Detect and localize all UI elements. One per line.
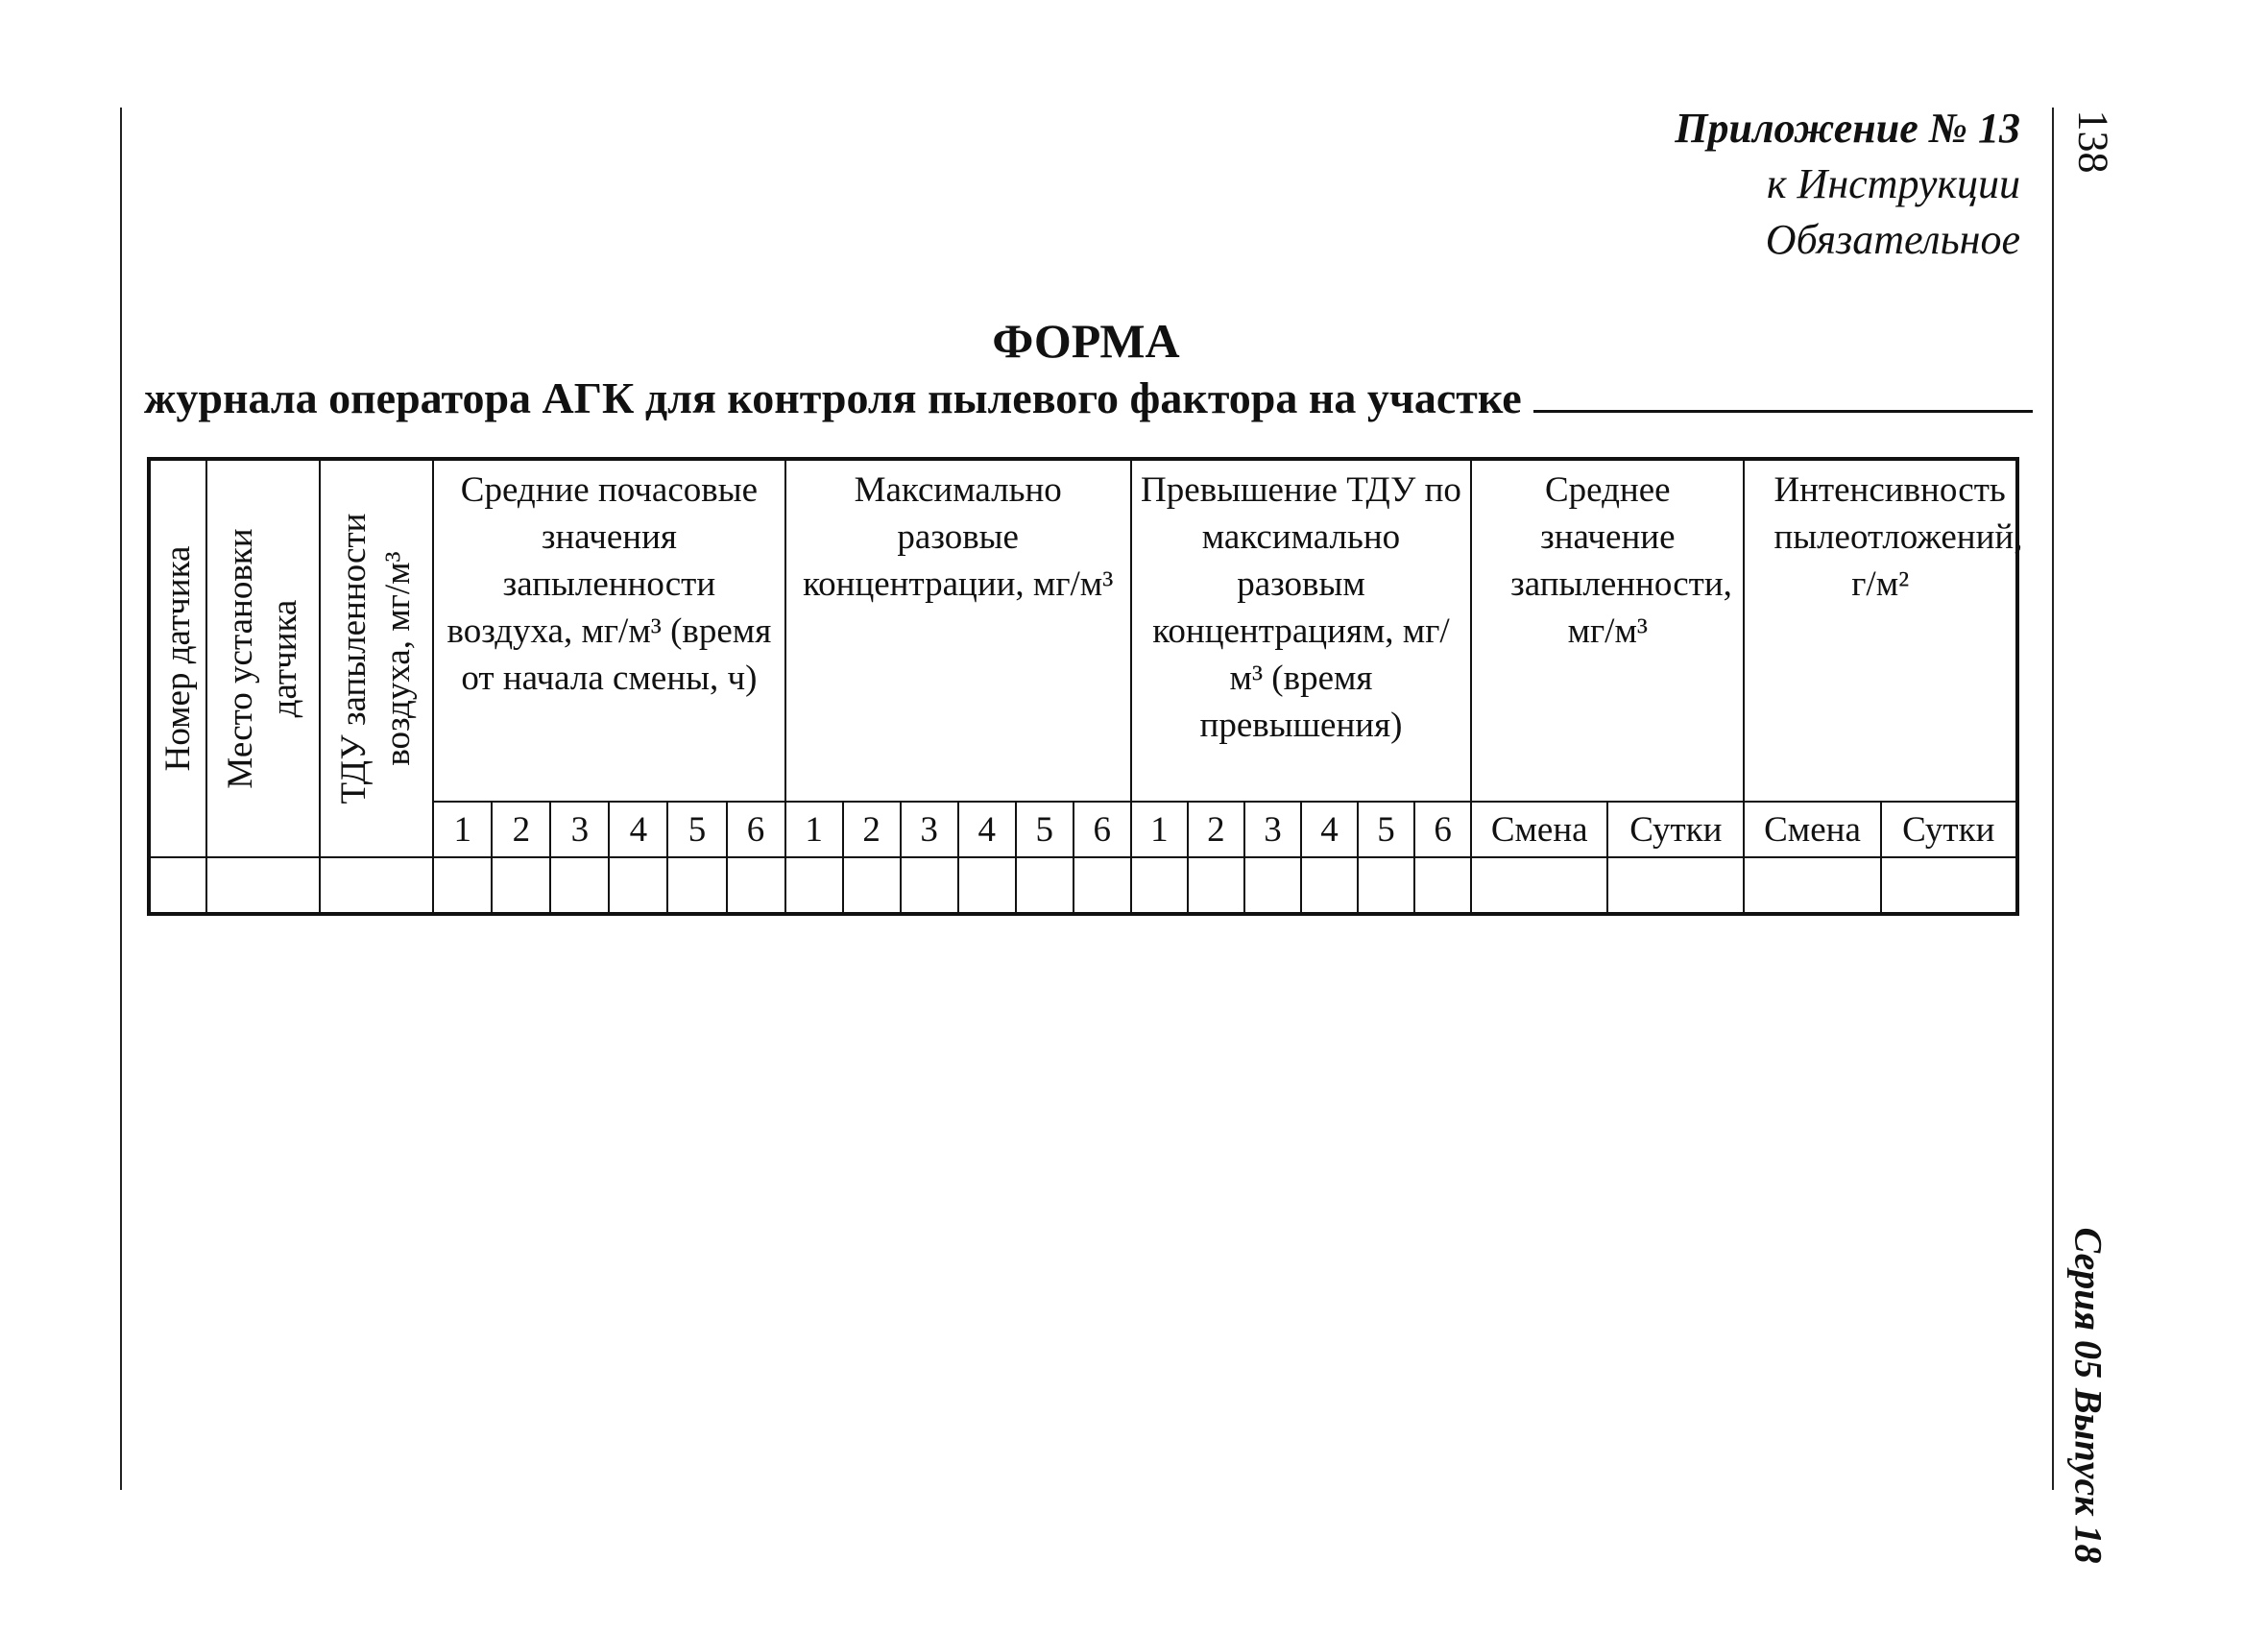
entry-cell[interactable] <box>149 857 206 914</box>
appendix-number: Приложение № 13 <box>1675 105 2020 152</box>
hour-col: 5 <box>667 802 726 857</box>
entry-cell[interactable] <box>1414 857 1471 914</box>
hour-col: 5 <box>1358 802 1414 857</box>
entry-cell[interactable] <box>1016 857 1074 914</box>
entry-cell[interactable] <box>1744 857 1880 914</box>
header-max-single: Максимально разовые концентрации, мг/м³ <box>785 459 1131 802</box>
site-blank-line[interactable] <box>1533 375 2033 413</box>
header-intensity: Интенсивность пылеотложений, г/м² <box>1744 459 2017 802</box>
appendix-status: Обязательное <box>1765 216 2020 263</box>
shift-col: Смена <box>1471 802 1607 857</box>
header-hourly-avg: Средние почасовые значения запыленности воздуха, мг/м³ (время от начала смены, ч) <box>433 459 784 802</box>
form-subtitle-text: журнала оператора АГК для контроля пылевого фактора на участке <box>144 373 1522 422</box>
entry-cell[interactable] <box>206 857 320 914</box>
hour-col: 6 <box>1414 802 1471 857</box>
hour-col: 3 <box>550 802 609 857</box>
hour-col: 2 <box>843 802 901 857</box>
hour-col: 2 <box>492 802 550 857</box>
entry-cell[interactable] <box>958 857 1016 914</box>
entry-cell[interactable] <box>1188 857 1244 914</box>
header-sensor-location: Место установки датчика <box>206 459 320 857</box>
entry-cell[interactable] <box>492 857 550 914</box>
entry-cell[interactable] <box>1131 857 1188 914</box>
shift-col: Смена <box>1744 802 1880 857</box>
entry-cell[interactable] <box>433 857 492 914</box>
entry-cell[interactable] <box>550 857 609 914</box>
entry-cell[interactable] <box>727 857 785 914</box>
form-title: ФОРМА <box>992 314 1180 368</box>
hour-col: 1 <box>785 802 843 857</box>
entry-cell[interactable] <box>1881 857 2017 914</box>
hour-col: 4 <box>958 802 1016 857</box>
entry-cell[interactable] <box>667 857 726 914</box>
appendix-header <box>1675 101 2020 268</box>
header-tdu-exceed: Превышение ТДУ по максимально разовым концентрациям, мг/м³ (время превышения) <box>1131 459 1471 802</box>
entry-cell[interactable] <box>785 857 843 914</box>
journal-table <box>147 457 2023 916</box>
day-col: Сутки <box>1607 802 1744 857</box>
entry-cell[interactable] <box>320 857 433 914</box>
day-col: Сутки <box>1881 802 2017 857</box>
entry-cell[interactable] <box>843 857 901 914</box>
hour-col: 1 <box>433 802 492 857</box>
hour-col: 2 <box>1188 802 1244 857</box>
header-avg-dust: Среднее значение запыленности, мг/м³ <box>1471 459 1744 802</box>
entry-cell[interactable] <box>1074 857 1131 914</box>
hour-col: 3 <box>1244 802 1301 857</box>
hour-col: 6 <box>727 802 785 857</box>
page-number: 138 <box>2069 109 2117 173</box>
entry-cell[interactable] <box>1244 857 1301 914</box>
series-label: Серия 05 Выпуск 18 <box>2066 1227 2111 1564</box>
entry-cell[interactable] <box>1301 857 1358 914</box>
hour-col: 6 <box>1074 802 1131 857</box>
table-row <box>149 857 2017 914</box>
header-sensor-number: Номер датчика <box>149 459 206 857</box>
hour-col: 3 <box>901 802 958 857</box>
entry-cell[interactable] <box>1471 857 1607 914</box>
entry-cell[interactable] <box>609 857 667 914</box>
form-subtitle <box>144 372 2033 423</box>
hour-col: 4 <box>609 802 667 857</box>
entry-cell[interactable] <box>1358 857 1414 914</box>
entry-cell[interactable] <box>1607 857 1744 914</box>
header-tdu: ТДУ запыленности воздуха, мг/м³ <box>320 459 433 857</box>
hour-col: 1 <box>1131 802 1188 857</box>
hour-col: 5 <box>1016 802 1074 857</box>
entry-cell[interactable] <box>901 857 958 914</box>
appendix-reference: к Инструкции <box>1766 160 2020 207</box>
hour-col: 4 <box>1301 802 1358 857</box>
